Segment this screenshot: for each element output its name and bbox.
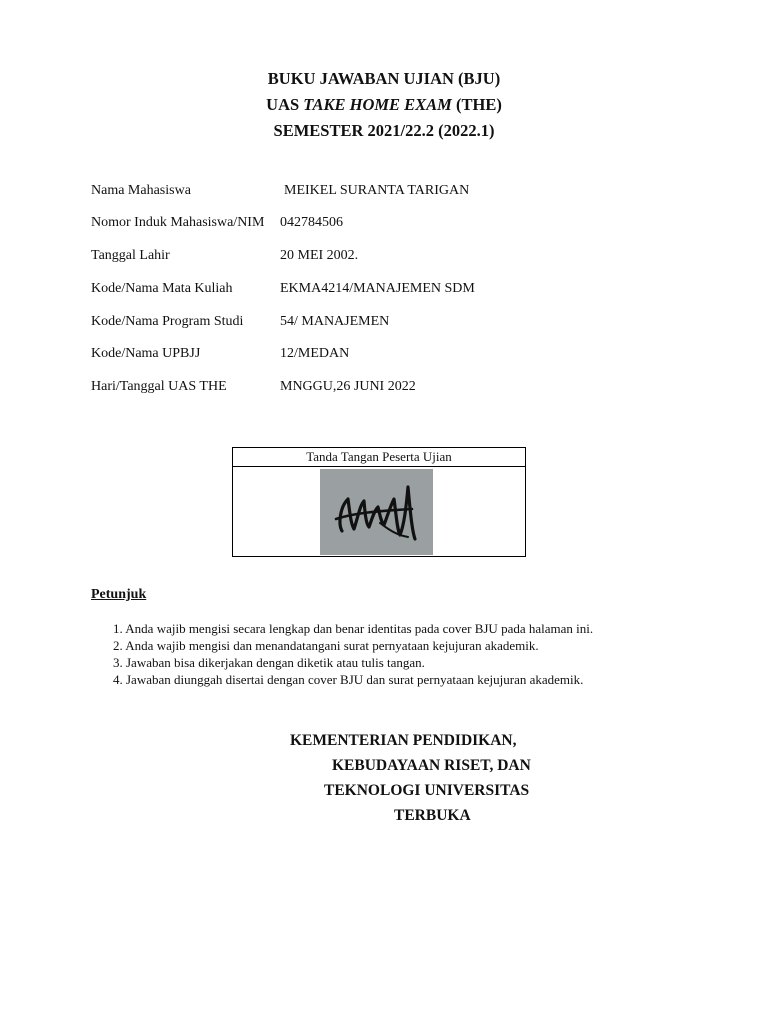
field-label-nama: Nama Mahasiswa [91, 183, 191, 198]
instruction-item: 3. Jawaban bisa dikerjakan dengan diketik atau tulis tangan. [113, 655, 425, 670]
instruction-item: 4. Jawaban diunggah disertai dengan cover BJU dan surat pernyataan kejujuran akademik. [113, 672, 584, 687]
signature-header: Tanda Tangan Peserta Ujian [233, 448, 525, 467]
subtitle-italic: TAKE HOME EXAM [303, 95, 452, 114]
field-label-upbjj: Kode/Nama UPBJJ [91, 346, 201, 361]
field-value-nama: MEIKEL SURANTA TARIGAN [284, 183, 470, 198]
instructions-list [113, 620, 593, 688]
field-label-mata-kuliah: Kode/Nama Mata Kuliah [91, 281, 233, 296]
footer-line: KEBUDAYAAN RISET, DAN [332, 757, 531, 774]
field-label-program-studi: Kode/Nama Program Studi [91, 314, 244, 329]
instructions-heading: Petunjuk [91, 587, 147, 602]
field-label-tanggal-uas: Hari/Tanggal UAS THE [91, 379, 227, 394]
signature-box [232, 447, 526, 557]
instruction-item: 1. Anda wajib mengisi secara lengkap dan benar identitas pada cover BJU pada halaman ini. [113, 621, 594, 636]
document-title: BUKU JAWABAN UJIAN (BJU) [267, 69, 501, 88]
footer-line: TEKNOLOGI UNIVERSITAS [324, 782, 530, 799]
field-label-tanggal-lahir: Tanggal Lahir [91, 248, 170, 263]
signature-scribble [320, 469, 433, 555]
subtitle-prefix: UAS [266, 95, 304, 114]
document-semester: SEMESTER 2021/22.2 (2022.1) [273, 121, 495, 140]
field-value-mata-kuliah: EKMA4214/MANAJEMEN SDM [280, 281, 475, 296]
footer-line: KEMENTERIAN PENDIDIKAN, [290, 732, 517, 749]
field-label-nim: Nomor Induk Mahasiswa/NIM [91, 215, 265, 230]
field-value-tanggal-lahir: 20 MEI 2002. [280, 248, 359, 263]
field-value-tanggal-uas: MNGGU,26 JUNI 2022 [280, 379, 416, 394]
document-subtitle [0, 92, 768, 118]
instruction-item: 2. Anda wajib mengisi dan menandatangani surat pernyataan kejujuran akademik. [113, 638, 539, 653]
field-value-nim: 042784506 [280, 215, 343, 230]
subtitle-suffix: (THE) [451, 95, 502, 114]
footer-line: TERBUKA [394, 807, 471, 824]
field-value-upbjj: 12/MEDAN [280, 346, 350, 361]
field-value-program-studi: 54/ MANAJEMEN [280, 314, 390, 329]
signature-image [320, 469, 433, 555]
